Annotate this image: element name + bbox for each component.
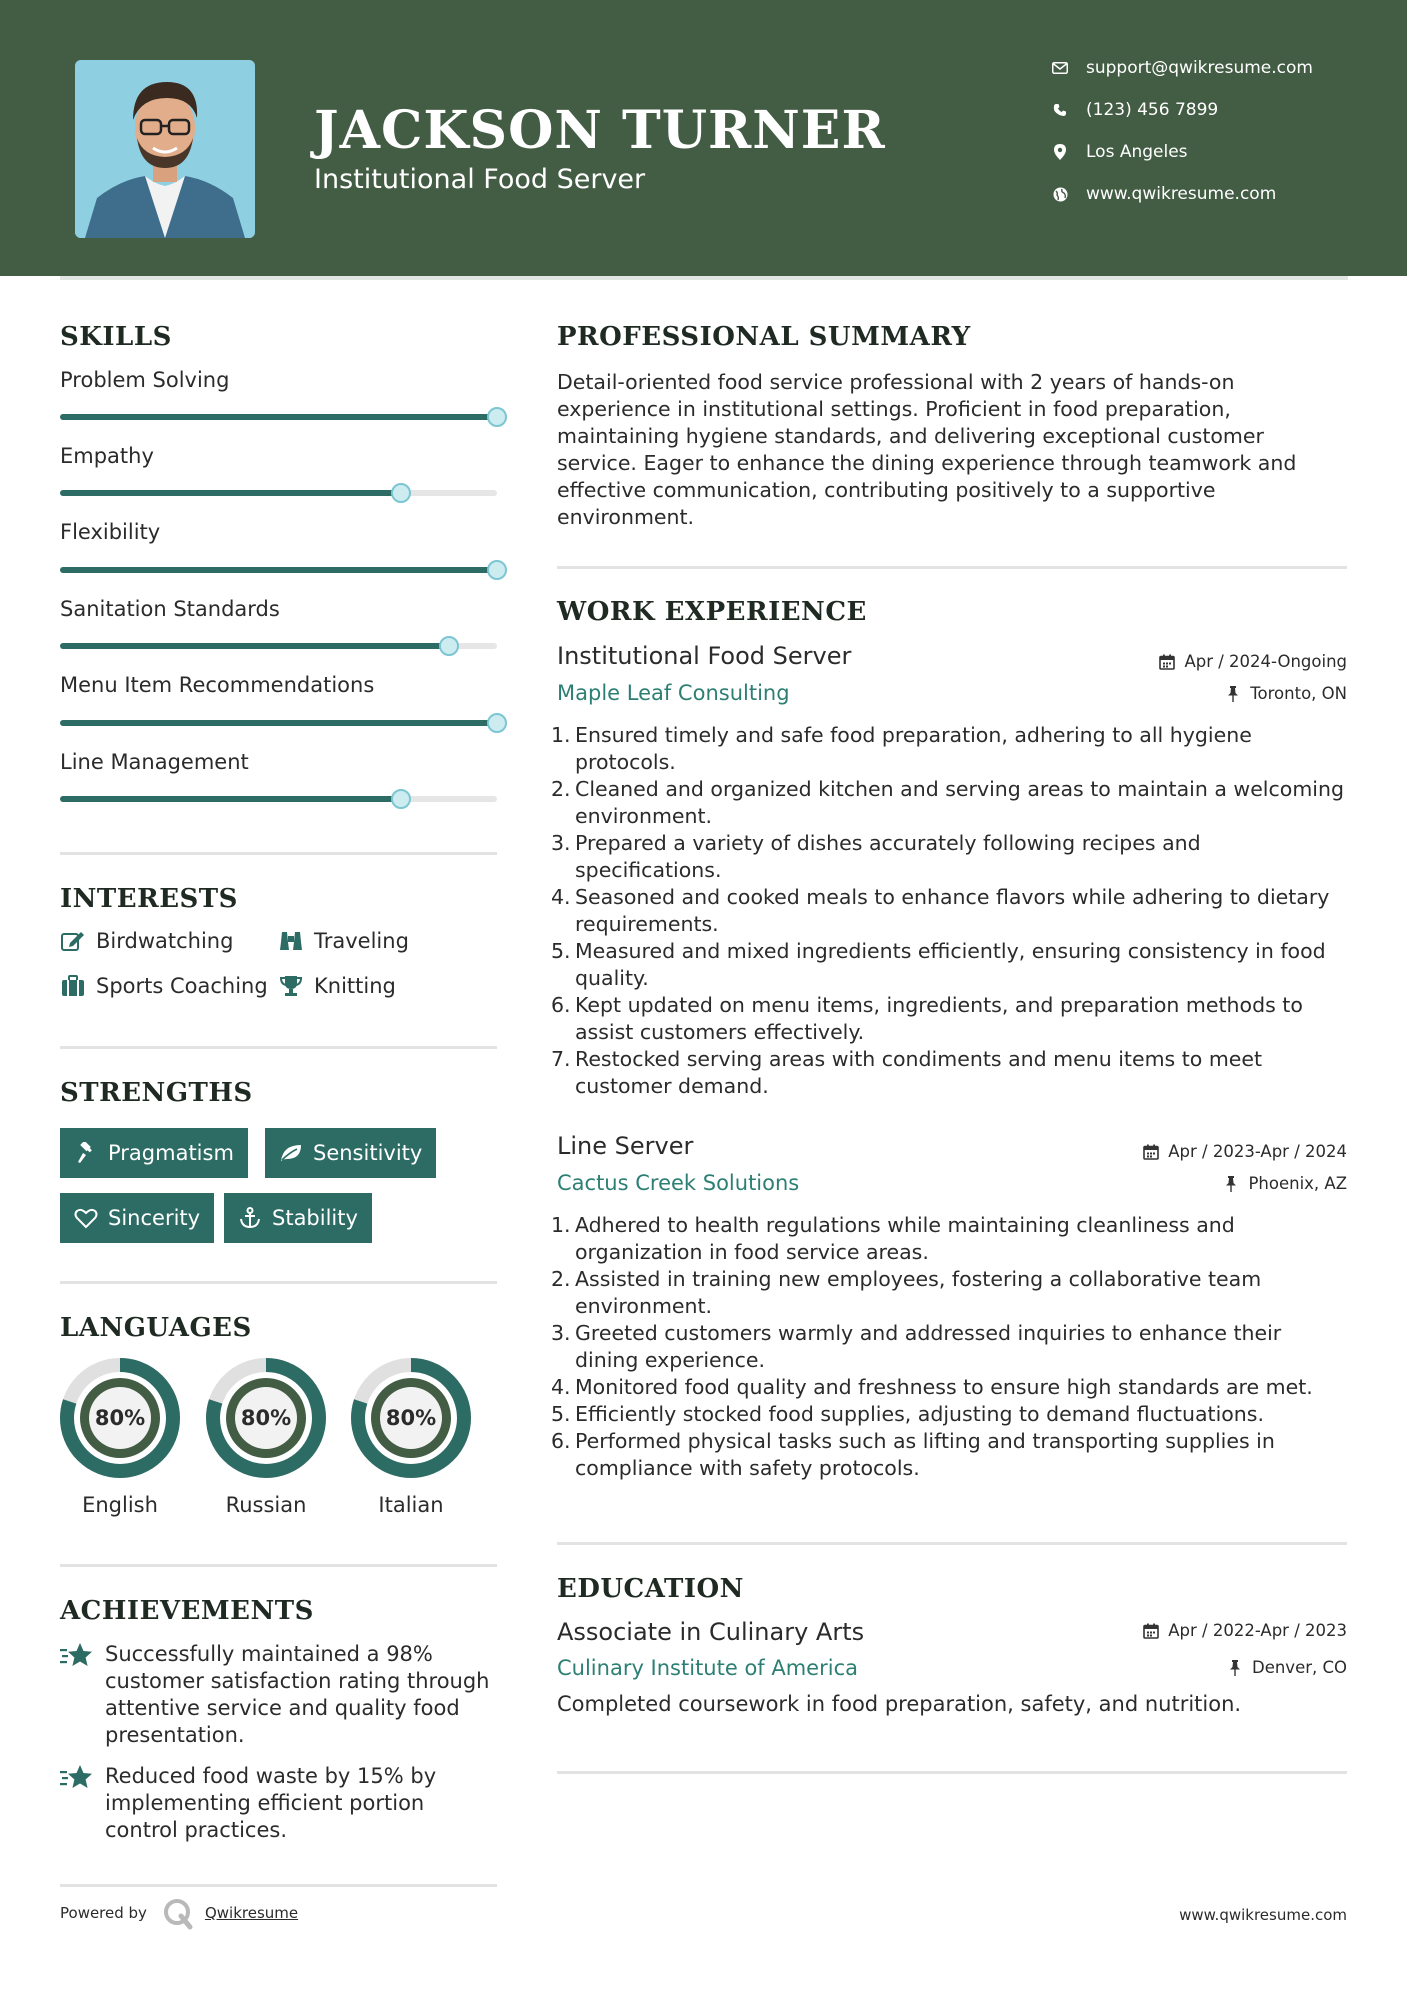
pushpin-icon (1226, 1659, 1244, 1677)
degree-title: Associate in Culinary Arts (557, 1618, 865, 1646)
skill-label: Empathy (60, 444, 154, 468)
interests-title: INTERESTS (60, 884, 238, 914)
job-bullet (551, 1212, 1347, 1266)
bullet-number: 3. (551, 831, 571, 855)
profile-photo (75, 60, 255, 238)
candidate-role: Institutional Food Server (314, 164, 646, 195)
interest-item: Traveling (278, 929, 409, 953)
company-name: Maple Leaf Consulting (557, 681, 790, 705)
skill-bar (60, 414, 497, 420)
skill-bar (60, 796, 497, 802)
qwikresume-logo-icon (161, 1896, 195, 1930)
section-divider (557, 566, 1347, 569)
interest-item: Birdwatching (60, 929, 233, 953)
bullet-number: 2. (551, 1267, 571, 1291)
experience-title: WORK EXPERIENCE (557, 597, 867, 627)
education-date: Apr / 2022-Apr / 2023 (1142, 1621, 1347, 1640)
section-divider (60, 1564, 497, 1567)
language-ring (205, 1357, 327, 1479)
section-divider (557, 1542, 1347, 1545)
bullet-text: Prepared a variety of dishes accurately following recipes and specifications. (575, 831, 1201, 882)
education-location: Denver, CO (1226, 1658, 1347, 1677)
bullet-number: 6. (551, 1429, 571, 1453)
achievement-item: Successfully maintained a 98% customer satisfaction rating through attentive service and quality food presentation. (60, 1641, 500, 1749)
candidate-name: JACKSON TURNER (314, 100, 886, 161)
calendar-icon (1142, 1622, 1160, 1640)
summary-title: PROFESSIONAL SUMMARY (557, 322, 971, 352)
globe-icon (1050, 184, 1070, 204)
education-description: Completed coursework in food preparation, safety, and nutrition. (557, 1692, 1242, 1716)
job-bullet (551, 1266, 1347, 1320)
job-bullet (551, 1374, 1347, 1401)
bullet-text: Greeted customers warmly and addressed inquiries to enhance their dining experience. (575, 1321, 1282, 1372)
job-date: Apr / 2023-Apr / 2024 (1142, 1142, 1347, 1161)
skill-fill (60, 567, 497, 573)
job-bullet (551, 884, 1347, 938)
language-item (350, 1357, 472, 1517)
interest-item: Knitting (278, 974, 396, 998)
section-divider (60, 1884, 497, 1887)
job-bullet (551, 776, 1347, 830)
bullet-number: 7. (551, 1047, 571, 1071)
skill-fill (60, 796, 401, 802)
section-divider (557, 1771, 1347, 1774)
pushpin-icon (1224, 685, 1242, 703)
job-bullet (551, 1046, 1347, 1100)
strength-badge: Pragmatism (60, 1128, 248, 1178)
section-divider (60, 852, 497, 855)
skill-knob (487, 713, 507, 733)
skill-fill (60, 643, 449, 649)
language-name: Italian (378, 1493, 444, 1517)
anchor-icon (238, 1206, 262, 1230)
bullet-text: Restocked serving areas with condiments and menu items to meet customer demand. (575, 1047, 1263, 1098)
trophy-icon (278, 974, 304, 998)
pushpin-icon (1222, 1175, 1240, 1193)
job-bullet (551, 992, 1347, 1046)
skill-label: Problem Solving (60, 368, 230, 392)
star-icon (60, 1763, 94, 1793)
bullet-number: 2. (551, 777, 571, 801)
job-bullet (551, 938, 1347, 992)
job-title: Line Server (557, 1132, 694, 1160)
language-ring (350, 1357, 472, 1479)
language-item (59, 1357, 181, 1517)
bullet-text: Kept updated on menu items, ingredients, and preparation methods to assist customers effectively. (575, 993, 1303, 1044)
strength-badge: Sensitivity (265, 1128, 436, 1178)
education-title: EDUCATION (557, 1574, 744, 1604)
footer-website[interactable]: www.qwikresume.com (1179, 1906, 1347, 1924)
map-pin-icon (1050, 142, 1070, 162)
skill-label: Sanitation Standards (60, 597, 280, 621)
language-name: Russian (225, 1493, 307, 1517)
star-icon (60, 1641, 94, 1671)
bullet-text: Efficiently stocked food supplies, adjusting to demand fluctuations. (575, 1402, 1264, 1426)
bullet-number: 6. (551, 993, 571, 1017)
achievement-item: Reduced food waste by 15% by implementing efficient portion control practices. (60, 1763, 500, 1844)
edit-icon (60, 929, 86, 953)
bullet-number: 4. (551, 1375, 571, 1399)
phone-icon (1050, 100, 1070, 120)
skill-bar (60, 567, 497, 573)
bullet-text: Seasoned and cooked meals to enhance flavors while adhering to dietary requirements. (575, 885, 1330, 936)
contact-website[interactable]: www.qwikresume.com (1050, 184, 1276, 204)
heart-icon (74, 1206, 98, 1230)
section-divider (60, 1046, 497, 1049)
bullet-number: 5. (551, 939, 571, 963)
bullet-number: 4. (551, 885, 571, 909)
bullet-number: 3. (551, 1321, 571, 1345)
achievements-title: ACHIEVEMENTS (60, 1596, 314, 1626)
job-bullet (551, 1401, 1347, 1428)
bullet-text: Monitored food quality and freshness to ensure high standards are met. (575, 1375, 1313, 1399)
bullet-text: Cleaned and organized kitchen and serving areas to maintain a welcoming environment. (575, 777, 1344, 828)
language-percent: 80% (240, 1406, 292, 1430)
skill-bar (60, 720, 497, 726)
job-bullets (551, 1212, 1347, 1482)
bullet-number: 5. (551, 1402, 571, 1426)
skill-knob (487, 407, 507, 427)
qwikresume-link[interactable]: Qwikresume (204, 1904, 299, 1922)
skill-knob (487, 560, 507, 580)
skill-knob (439, 636, 459, 656)
skill-knob (391, 483, 411, 503)
language-name: English (82, 1493, 158, 1517)
job-date: Apr / 2024-Ongoing (1158, 652, 1347, 671)
company-name: Cactus Creek Solutions (557, 1171, 800, 1195)
footer-powered-by: Powered by Qwikresume (60, 1896, 298, 1930)
strengths-title: STRENGTHS (60, 1078, 253, 1108)
calendar-icon (1142, 1143, 1160, 1161)
skill-label: Menu Item Recommendations (60, 673, 375, 697)
section-divider (60, 1281, 497, 1284)
strength-badge: Sincerity (60, 1193, 214, 1243)
gavel-icon (74, 1141, 98, 1165)
header-divider (60, 276, 1348, 280)
bullet-text: Measured and mixed ingredients efficiently, ensuring consistency in food quality. (575, 939, 1326, 990)
summary-text: Detail-oriented food service professional with 2 years of hands-on experience in institutional settings. Proficient in food preparation, maintaining hygiene standards, and delivering exceptional customer service. Eager to enhance the dining experience through teamwork and effective communication, contributing positively to a supportive environment. (557, 370, 1297, 529)
job-location: Toronto, ON (1224, 684, 1347, 703)
language-percent: 80% (94, 1406, 146, 1430)
job-bullet (551, 830, 1347, 884)
job-bullets (551, 722, 1347, 1100)
skill-bar (60, 643, 497, 649)
job-location: Phoenix, AZ (1222, 1174, 1347, 1193)
school-name: Culinary Institute of America (557, 1656, 858, 1680)
contact-phone[interactable]: (123) 456 7899 (1050, 100, 1218, 120)
skill-fill (60, 414, 497, 420)
skill-bar (60, 490, 497, 496)
job-title: Institutional Food Server (557, 642, 852, 670)
calendar-icon (1158, 653, 1176, 671)
language-item (205, 1357, 327, 1517)
bullet-text: Assisted in training new employees, fostering a collaborative team environment. (575, 1267, 1262, 1318)
bullet-number: 1. (551, 723, 571, 747)
bullet-number: 1. (551, 1213, 571, 1237)
skills-title: SKILLS (60, 322, 172, 352)
strength-badge: Stability (224, 1193, 372, 1243)
binoculars-icon (278, 929, 304, 953)
language-ring (59, 1357, 181, 1479)
contact-email[interactable]: support@qwikresume.com (1050, 58, 1313, 78)
job-bullet (551, 1428, 1347, 1482)
skill-label: Flexibility (60, 520, 161, 544)
skill-knob (391, 789, 411, 809)
bullet-text: Ensured timely and safe food preparation, adhering to all hygiene protocols. (575, 723, 1252, 774)
skill-fill (60, 720, 497, 726)
envelope-icon (1050, 58, 1070, 78)
contact-location: Los Angeles (1050, 142, 1188, 162)
leaf-icon (279, 1141, 303, 1165)
briefcase-icon (60, 974, 86, 998)
bullet-text: Performed physical tasks such as lifting and transporting supplies in compliance with safety protocols. (575, 1429, 1275, 1480)
skill-label: Line Management (60, 750, 249, 774)
language-percent: 80% (385, 1406, 437, 1430)
interest-item: Sports Coaching (60, 974, 268, 998)
job-bullet (551, 722, 1347, 776)
bullet-text: Adhered to health regulations while maintaining cleanliness and organization in food service areas. (575, 1213, 1235, 1264)
job-bullet (551, 1320, 1347, 1374)
skill-fill (60, 490, 401, 496)
resume-header (0, 0, 1407, 276)
languages-title: LANGUAGES (60, 1313, 252, 1343)
